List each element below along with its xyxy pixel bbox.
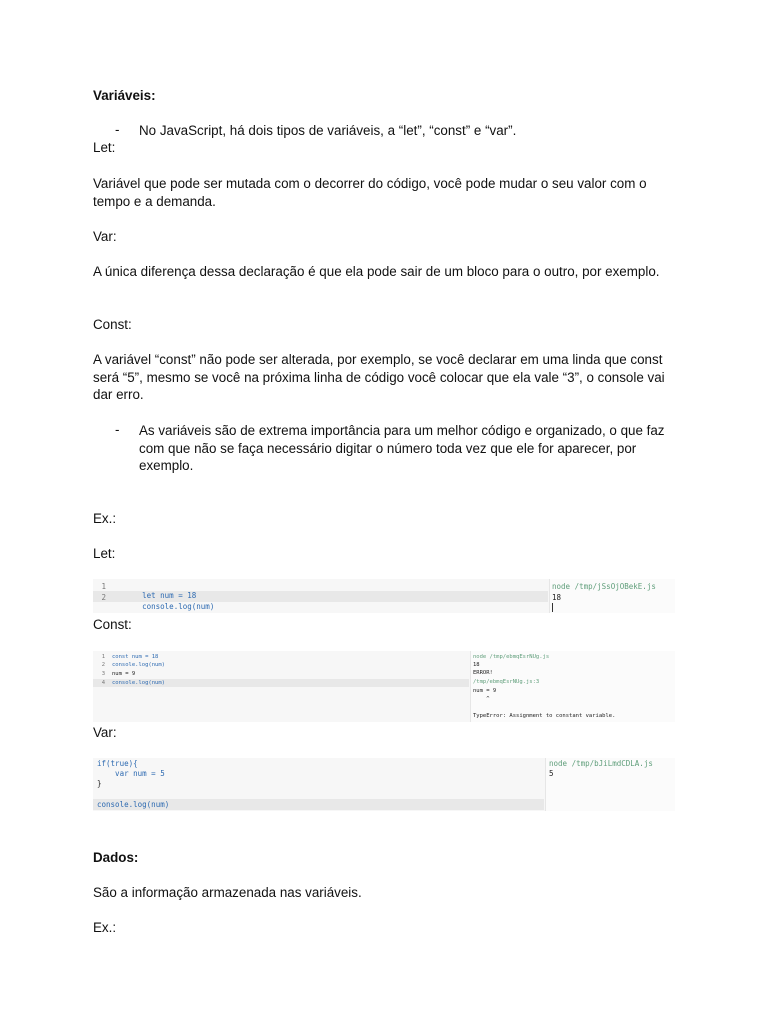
code-line: var num = 5 <box>97 769 165 778</box>
code-line: console.log(num) <box>112 680 165 686</box>
bullet-text-1: No JavaScript, há dois tipos de variáveis, a “let”, “const” e “var”. <box>139 123 517 138</box>
output-line: 18 <box>552 593 562 602</box>
ex-var-label: Var: <box>93 725 117 740</box>
const-description: A variável “const” não pode ser alterada, por exemplo, se você declarar em uma linda que const será “5”, mesmo se você na próxima linha de código você colocar que ela vale “3”, o console vai dar erro. <box>93 352 665 402</box>
code-line: } <box>97 779 102 788</box>
line-number: 1 <box>101 654 105 660</box>
code-line <box>115 593 214 613</box>
output-line: 5 <box>549 769 554 778</box>
editor-pane <box>93 579 548 613</box>
code-line-text: console.log(num) <box>142 602 215 611</box>
heading-variaveis: Variáveis: <box>93 88 156 103</box>
code-line: console.log(num) <box>97 800 170 809</box>
code-line-text: let num = 18 <box>142 591 197 600</box>
output-line: num = 9 <box>473 688 497 694</box>
heading-dados: Dados: <box>93 850 139 865</box>
ex-let-label: Let: <box>93 546 116 561</box>
editor-pane <box>93 758 544 811</box>
var-description: A única diferença dessa declaração é que ela pode sair de um bloco para o outro, por exemplo. <box>93 264 660 279</box>
output-line: TypeError: Assignment to constant variable. <box>473 713 616 719</box>
output-line: ^ <box>473 696 490 702</box>
code-snippet-const <box>93 651 675 722</box>
let-description: Variável que pode ser mutada com o decorrer do código, você pode mudar o seu valor com o tempo e a demanda. <box>93 176 647 209</box>
const-label: Const: <box>93 317 132 332</box>
code-line: console.log(num) <box>112 662 165 668</box>
bullet-dash: - <box>115 122 120 137</box>
line-number: 2 <box>101 593 106 602</box>
bullet-dash-2: - <box>115 422 120 437</box>
code-line: num = 9 <box>112 671 136 677</box>
dados-description: São a informação armazenada nas variáveis. <box>93 885 362 900</box>
ex-label-2: Ex.: <box>93 920 117 935</box>
code-line: if(true){ <box>97 759 138 768</box>
output-line: /tmp/ebmqEsrNUg.js:3 <box>473 679 540 685</box>
output-path: node /tmp/ebmqEsrNUg.js <box>473 654 550 660</box>
output-path: node /tmp/jSsOjOBekE.js <box>552 582 656 591</box>
output-pane <box>545 758 675 811</box>
text-cursor <box>552 603 553 612</box>
output-path: node /tmp/bJiLmdCDLA.js <box>549 759 653 768</box>
line-number: 2 <box>101 662 105 668</box>
let-label: Let: <box>93 140 116 155</box>
output-pane <box>470 651 675 722</box>
line-number: 3 <box>101 671 105 677</box>
editor-pane <box>93 651 469 722</box>
line-number: 1 <box>101 582 106 591</box>
ex-label: Ex.: <box>93 511 117 526</box>
output-line: ERROR! <box>473 670 493 676</box>
bullet-text-2: As variáveis são de extrema importância para um melhor código e organizado, o que faz com que não se faça necessário digitar o número toda vez que ele for aparecer, por exemplo. <box>139 423 665 473</box>
code-snippet-var <box>93 758 675 811</box>
output-pane <box>549 579 675 613</box>
code-snippet-let <box>93 579 675 613</box>
line-number: 4 <box>101 680 105 686</box>
ex-const-label: Const: <box>93 617 132 632</box>
code-line: const num = 18 <box>112 654 159 660</box>
var-label: Var: <box>93 229 117 244</box>
output-line: 18 <box>473 662 480 668</box>
